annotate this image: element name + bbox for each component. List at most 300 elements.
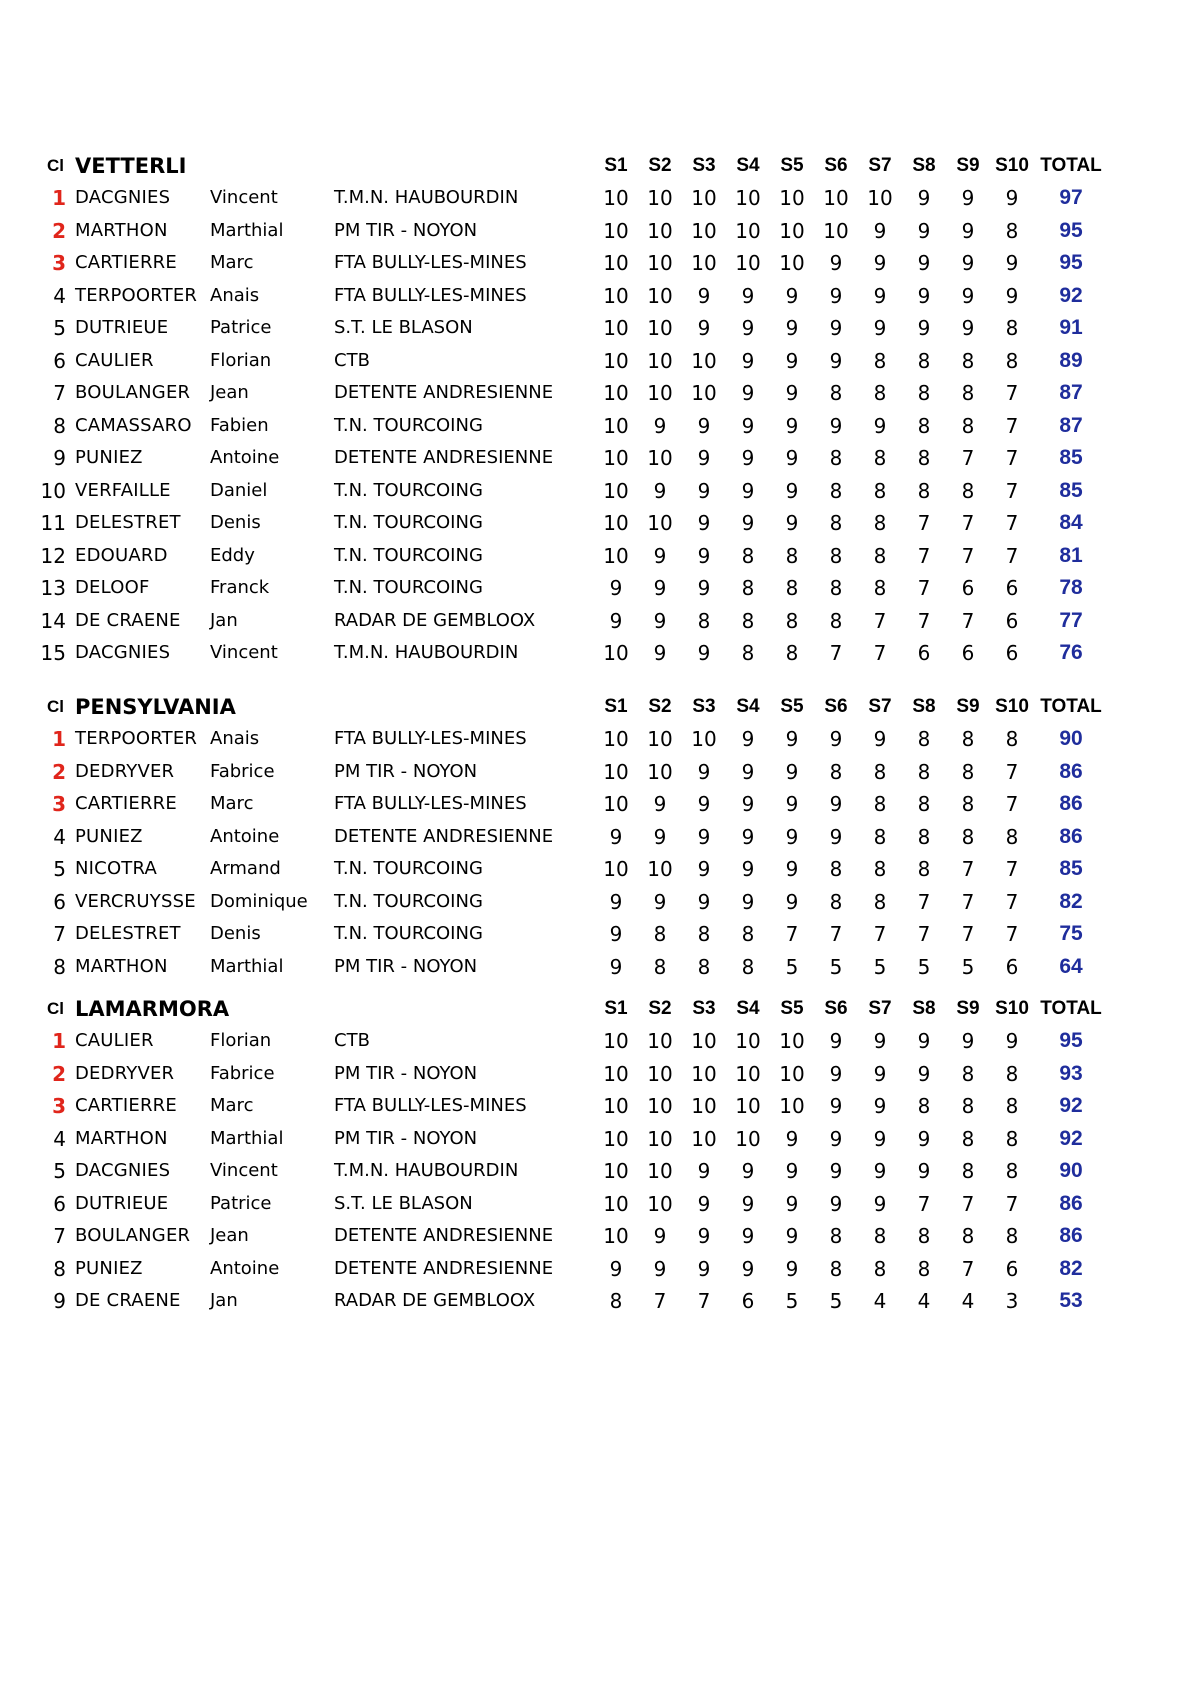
rank: 1	[52, 1029, 66, 1053]
shooter-last-name: MARTHON	[75, 220, 168, 241]
table-row	[0, 1155, 1190, 1187]
series-score: 10	[735, 219, 761, 243]
series-score: 8	[829, 890, 843, 914]
series-score: 9	[697, 284, 711, 308]
series-score: 9	[785, 479, 799, 503]
total-score: 95	[1059, 251, 1083, 274]
shooter-last-name: NICOTRA	[75, 858, 157, 879]
series-score: 10	[779, 1062, 805, 1086]
series-score: 9	[697, 544, 711, 568]
total-score: 95	[1059, 219, 1083, 242]
series-score: 8	[873, 479, 887, 503]
series-score: 8	[917, 381, 931, 405]
total-score: 75	[1059, 922, 1083, 945]
table-row	[0, 377, 1190, 409]
shooter-first-name: Jan	[210, 1290, 238, 1311]
series-score: 10	[647, 727, 673, 751]
series-score: 9	[873, 414, 887, 438]
series-column-header: S3	[692, 696, 716, 717]
series-score: 8	[653, 955, 667, 979]
series-score: 9	[785, 890, 799, 914]
shooter-last-name: CAULIER	[75, 350, 154, 371]
shooter-last-name: DEDRYVER	[75, 1063, 175, 1084]
series-score: 10	[647, 446, 673, 470]
shooter-first-name: Fabrice	[210, 761, 275, 782]
series-score: 10	[691, 219, 717, 243]
series-score: 9	[917, 1062, 931, 1086]
series-score: 10	[735, 1127, 761, 1151]
club-name: FTA BULLY-LES-MINES	[334, 728, 527, 749]
series-score: 8	[1005, 1224, 1019, 1248]
shooter-first-name: Fabien	[210, 415, 269, 436]
series-score: 8	[829, 1257, 843, 1281]
series-score: 10	[603, 857, 629, 881]
series-score: 10	[603, 414, 629, 438]
total-score: 85	[1059, 446, 1083, 469]
club-name: T.N. TOURCOING	[334, 512, 483, 533]
series-score: 8	[785, 544, 799, 568]
shooter-first-name: Marc	[210, 252, 254, 273]
shooter-first-name: Marthial	[210, 1128, 284, 1149]
series-score: 10	[603, 479, 629, 503]
series-score: 7	[1005, 446, 1019, 470]
shooter-last-name: MARTHON	[75, 1128, 168, 1149]
total-score: 86	[1059, 1192, 1083, 1215]
rank: 8	[53, 1257, 66, 1281]
rank: 6	[53, 1192, 66, 1216]
series-column-header: S10	[995, 998, 1029, 1019]
series-score: 9	[873, 727, 887, 751]
series-score: 10	[647, 1159, 673, 1183]
total-score: 77	[1059, 609, 1083, 632]
series-score: 9	[653, 792, 667, 816]
table-row	[0, 1285, 1190, 1317]
shooter-first-name: Jan	[210, 610, 238, 631]
series-score: 9	[609, 922, 623, 946]
series-score: 9	[697, 1192, 711, 1216]
series-score: 8	[961, 349, 975, 373]
series-score: 8	[653, 922, 667, 946]
shooter-first-name: Antoine	[210, 826, 280, 847]
series-score: 9	[741, 511, 755, 535]
series-score: 10	[779, 186, 805, 210]
series-score: 8	[917, 1257, 931, 1281]
series-score: 8	[829, 544, 843, 568]
rank: 1	[52, 186, 66, 210]
series-score: 8	[697, 922, 711, 946]
series-score: 7	[917, 576, 931, 600]
club-name: T.N. TOURCOING	[334, 480, 483, 501]
series-score: 7	[917, 922, 931, 946]
series-score: 10	[603, 792, 629, 816]
series-score: 8	[741, 576, 755, 600]
shooter-last-name: DELESTRET	[75, 512, 181, 533]
shooter-last-name: CAULIER	[75, 1030, 154, 1051]
series-score: 9	[785, 381, 799, 405]
series-score: 9	[785, 316, 799, 340]
rank-column-header: Cl	[47, 697, 64, 716]
club-name: PM TIR - NOYON	[334, 1128, 478, 1149]
series-score: 8	[1005, 1127, 1019, 1151]
table-row	[0, 572, 1190, 604]
series-score: 8	[1005, 349, 1019, 373]
series-score: 8	[785, 641, 799, 665]
shooter-first-name: Marthial	[210, 220, 284, 241]
series-score: 9	[653, 1224, 667, 1248]
series-score: 9	[741, 479, 755, 503]
series-score: 9	[829, 1192, 843, 1216]
series-score: 8	[873, 511, 887, 535]
shooter-first-name: Vincent	[210, 187, 278, 208]
series-column-header: S2	[648, 998, 672, 1019]
series-column-header: S4	[736, 696, 760, 717]
shooter-last-name: VERCRUYSSE	[75, 891, 196, 912]
club-name: DETENTE ANDRESIENNE	[334, 826, 554, 847]
series-column-header: S9	[956, 998, 980, 1019]
shooter-last-name: DE CRAENE	[75, 610, 181, 631]
series-score: 8	[1005, 727, 1019, 751]
series-score: 9	[829, 349, 843, 373]
rank: 11	[40, 511, 66, 535]
section-title: VETTERLI	[75, 154, 187, 178]
table-row	[0, 605, 1190, 637]
series-score: 9	[829, 1094, 843, 1118]
club-name: T.M.N. HAUBOURDIN	[334, 187, 519, 208]
series-score: 10	[647, 857, 673, 881]
series-score: 9	[1005, 1029, 1019, 1053]
series-column-header: S6	[824, 696, 848, 717]
shooter-last-name: TERPOORTER	[75, 728, 198, 749]
series-score: 9	[917, 284, 931, 308]
series-score: 9	[741, 1159, 755, 1183]
table-row	[0, 507, 1190, 539]
series-score: 10	[647, 760, 673, 784]
series-score: 7	[961, 1257, 975, 1281]
series-score: 7	[961, 1192, 975, 1216]
rank-column-header: Cl	[47, 999, 64, 1018]
series-score: 9	[697, 1159, 711, 1183]
shooter-last-name: DEDRYVER	[75, 761, 175, 782]
shooter-first-name: Anais	[210, 285, 260, 306]
table-row	[0, 1123, 1190, 1155]
series-score: 9	[873, 1029, 887, 1053]
table-row	[0, 280, 1190, 312]
shooter-last-name: DELOOF	[75, 577, 150, 598]
series-score: 10	[603, 1159, 629, 1183]
series-column-header: S1	[604, 155, 628, 176]
series-score: 9	[697, 479, 711, 503]
series-score: 4	[917, 1289, 931, 1313]
club-name: RADAR DE GEMBLOOX	[334, 610, 536, 631]
total-score: 92	[1059, 284, 1083, 307]
series-score: 6	[741, 1289, 755, 1313]
rank: 5	[53, 857, 66, 881]
total-score: 87	[1059, 414, 1083, 437]
series-score: 10	[691, 1029, 717, 1053]
shooter-last-name: CAMASSARO	[75, 415, 192, 436]
shooter-first-name: Daniel	[210, 480, 268, 501]
series-score: 8	[873, 792, 887, 816]
series-score: 9	[1005, 186, 1019, 210]
series-score: 9	[609, 609, 623, 633]
series-score: 9	[873, 1062, 887, 1086]
series-score: 8	[741, 609, 755, 633]
table-row	[0, 951, 1190, 983]
club-name: FTA BULLY-LES-MINES	[334, 793, 527, 814]
table-header	[0, 691, 1190, 723]
club-name: T.M.N. HAUBOURDIN	[334, 1160, 519, 1181]
table-row	[0, 723, 1190, 755]
series-column-header: S10	[995, 155, 1029, 176]
series-score: 10	[779, 251, 805, 275]
series-score: 8	[917, 446, 931, 470]
total-score: 78	[1059, 576, 1083, 599]
series-score: 7	[785, 922, 799, 946]
total-score: 97	[1059, 186, 1083, 209]
total-score: 86	[1059, 825, 1083, 848]
series-score: 8	[1005, 825, 1019, 849]
series-score: 9	[961, 316, 975, 340]
series-score: 10	[603, 511, 629, 535]
series-score: 9	[873, 1159, 887, 1183]
rank: 2	[52, 760, 66, 784]
series-score: 10	[603, 1127, 629, 1151]
series-score: 10	[647, 1127, 673, 1151]
series-score: 9	[697, 825, 711, 849]
series-score: 9	[609, 1257, 623, 1281]
total-score: 53	[1059, 1289, 1083, 1312]
series-column-header: S9	[956, 155, 980, 176]
series-column-header: S5	[780, 998, 804, 1019]
series-column-header: S3	[692, 998, 716, 1019]
series-score: 10	[867, 186, 893, 210]
series-score: 8	[873, 890, 887, 914]
total-score: 86	[1059, 1224, 1083, 1247]
series-score: 8	[829, 511, 843, 535]
shooter-last-name: PUNIEZ	[75, 826, 143, 847]
series-column-header: S2	[648, 155, 672, 176]
series-column-header: S5	[780, 155, 804, 176]
series-column-header: S8	[912, 155, 936, 176]
series-score: 9	[741, 792, 755, 816]
series-score: 8	[873, 381, 887, 405]
series-score: 9	[961, 1029, 975, 1053]
rank: 9	[53, 446, 66, 470]
series-score: 5	[961, 955, 975, 979]
table-row	[0, 247, 1190, 279]
shooter-last-name: DUTRIEUE	[75, 1193, 169, 1214]
series-score: 10	[603, 760, 629, 784]
series-score: 10	[647, 1094, 673, 1118]
series-score: 10	[603, 1224, 629, 1248]
total-score: 91	[1059, 316, 1083, 339]
total-score: 64	[1059, 955, 1083, 978]
table-row	[0, 442, 1190, 474]
shooter-last-name: DE CRAENE	[75, 1290, 181, 1311]
series-score: 8	[697, 609, 711, 633]
series-score: 8	[785, 609, 799, 633]
series-column-header: S8	[912, 998, 936, 1019]
series-score: 5	[785, 1289, 799, 1313]
total-score: 81	[1059, 544, 1083, 567]
series-column-header: S4	[736, 998, 760, 1019]
series-score: 8	[917, 349, 931, 373]
series-score: 8	[961, 825, 975, 849]
series-score: 9	[873, 1127, 887, 1151]
series-score: 9	[741, 446, 755, 470]
series-score: 10	[691, 1062, 717, 1086]
shooter-last-name: DACGNIES	[75, 187, 171, 208]
series-score: 7	[873, 922, 887, 946]
series-score: 7	[1005, 760, 1019, 784]
series-score: 7	[961, 446, 975, 470]
series-score: 9	[917, 1159, 931, 1183]
table-header	[0, 993, 1190, 1025]
club-name: DETENTE ANDRESIENNE	[334, 447, 554, 468]
club-name: PM TIR - NOYON	[334, 220, 478, 241]
series-score: 5	[829, 1289, 843, 1313]
series-score: 8	[829, 576, 843, 600]
club-name: FTA BULLY-LES-MINES	[334, 252, 527, 273]
rank: 3	[52, 251, 66, 275]
series-column-header: S3	[692, 155, 716, 176]
series-score: 9	[653, 479, 667, 503]
series-score: 7	[1005, 792, 1019, 816]
club-name: T.N. TOURCOING	[334, 545, 483, 566]
series-score: 9	[917, 1029, 931, 1053]
series-score: 8	[961, 727, 975, 751]
series-score: 9	[785, 1127, 799, 1151]
series-score: 7	[961, 511, 975, 535]
series-score: 8	[829, 479, 843, 503]
series-column-header: S8	[912, 696, 936, 717]
rank: 6	[53, 349, 66, 373]
series-score: 8	[873, 857, 887, 881]
total-score: 95	[1059, 1029, 1083, 1052]
series-score: 9	[741, 890, 755, 914]
series-column-header: S4	[736, 155, 760, 176]
series-score: 7	[1005, 857, 1019, 881]
total-column-header: TOTAL	[1040, 155, 1102, 176]
shooter-last-name: TERPOORTER	[75, 285, 198, 306]
rank: 8	[53, 414, 66, 438]
club-name: DETENTE ANDRESIENNE	[334, 1225, 554, 1246]
series-score: 9	[917, 316, 931, 340]
series-score: 9	[741, 760, 755, 784]
series-score: 8	[961, 1094, 975, 1118]
series-score: 7	[1005, 479, 1019, 503]
series-score: 9	[653, 641, 667, 665]
series-score: 10	[691, 727, 717, 751]
series-score: 9	[697, 1257, 711, 1281]
shooter-first-name: Marc	[210, 1095, 254, 1116]
series-score: 9	[829, 1062, 843, 1086]
shooter-last-name: DUTRIEUE	[75, 317, 169, 338]
series-score: 8	[829, 1224, 843, 1248]
club-name: S.T. LE BLASON	[334, 1193, 473, 1214]
series-score: 9	[785, 1192, 799, 1216]
series-score: 8	[917, 760, 931, 784]
series-score: 10	[735, 1029, 761, 1053]
shooter-first-name: Eddy	[210, 545, 255, 566]
shooter-last-name: CARTIERRE	[75, 1095, 177, 1116]
table-row	[0, 182, 1190, 214]
series-score: 5	[873, 955, 887, 979]
series-score: 8	[1005, 1094, 1019, 1118]
series-score: 9	[961, 284, 975, 308]
club-name: PM TIR - NOYON	[334, 1063, 478, 1084]
series-score: 10	[603, 1029, 629, 1053]
series-score: 8	[961, 792, 975, 816]
series-score: 8	[1005, 219, 1019, 243]
series-score: 9	[697, 1224, 711, 1248]
table-row	[0, 1253, 1190, 1285]
table-row	[0, 756, 1190, 788]
rank: 4	[53, 825, 66, 849]
rank: 9	[53, 1289, 66, 1313]
series-score: 9	[653, 414, 667, 438]
series-score: 10	[647, 1062, 673, 1086]
rank: 10	[40, 479, 66, 503]
series-score: 9	[785, 857, 799, 881]
table-row	[0, 1058, 1190, 1090]
series-score: 10	[691, 1127, 717, 1151]
total-score: 82	[1059, 890, 1083, 913]
series-score: 8	[961, 414, 975, 438]
shooter-first-name: Vincent	[210, 1160, 278, 1181]
series-score: 9	[785, 792, 799, 816]
rank: 15	[40, 641, 66, 665]
series-score: 8	[829, 446, 843, 470]
series-score: 10	[779, 219, 805, 243]
series-score: 7	[1005, 1192, 1019, 1216]
series-score: 7	[1005, 544, 1019, 568]
series-score: 9	[829, 251, 843, 275]
total-score: 87	[1059, 381, 1083, 404]
series-score: 7	[829, 641, 843, 665]
series-score: 6	[1005, 609, 1019, 633]
series-score: 6	[917, 641, 931, 665]
series-score: 6	[1005, 641, 1019, 665]
table-row	[0, 788, 1190, 820]
series-score: 9	[697, 760, 711, 784]
series-score: 10	[691, 1094, 717, 1118]
series-score: 10	[603, 284, 629, 308]
series-score: 9	[961, 251, 975, 275]
series-score: 10	[603, 446, 629, 470]
series-score: 7	[1005, 511, 1019, 535]
series-score: 10	[647, 1192, 673, 1216]
series-column-header: S5	[780, 696, 804, 717]
club-name: PM TIR - NOYON	[334, 761, 478, 782]
series-score: 9	[829, 1159, 843, 1183]
shooter-first-name: Franck	[210, 577, 270, 598]
shooter-first-name: Denis	[210, 512, 261, 533]
club-name: DETENTE ANDRESIENNE	[334, 382, 554, 403]
shooter-first-name: Marc	[210, 793, 254, 814]
series-score: 7	[961, 890, 975, 914]
series-score: 9	[741, 825, 755, 849]
shooter-first-name: Vincent	[210, 642, 278, 663]
series-score: 8	[961, 1159, 975, 1183]
series-score: 7	[961, 922, 975, 946]
series-score: 8	[1005, 316, 1019, 340]
series-score: 10	[603, 727, 629, 751]
series-score: 6	[961, 576, 975, 600]
series-column-header: S7	[868, 998, 892, 1019]
series-column-header: S1	[604, 998, 628, 1019]
shooter-last-name: VERFAILLE	[75, 480, 171, 501]
